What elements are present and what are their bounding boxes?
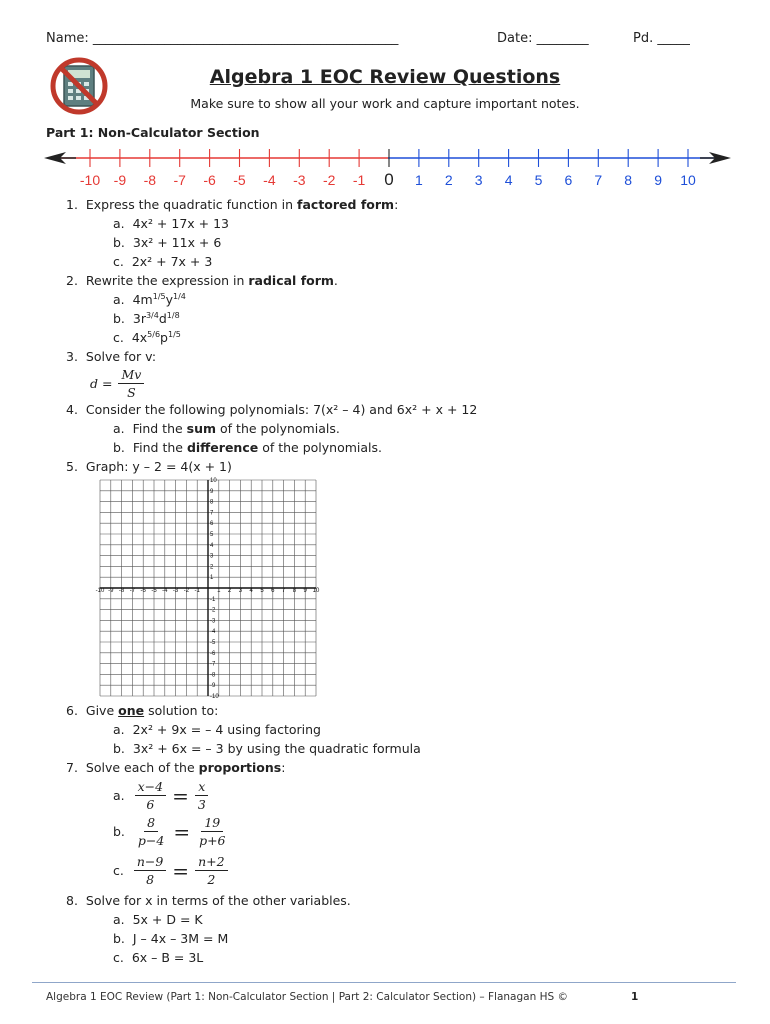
denominator: S <box>127 385 136 400</box>
fraction-right <box>196 814 228 849</box>
grid-x-label: 2 <box>227 588 232 594</box>
question-emphasis: proportions <box>198 760 282 775</box>
question-8c <box>113 950 203 965</box>
grid-y-label: 3 <box>210 553 214 560</box>
grid-x-label: 7 <box>281 588 286 594</box>
grid-y-label: -2 <box>210 607 216 614</box>
exponent: 1/4 <box>173 292 186 301</box>
grid-y-label: 10 <box>210 478 217 484</box>
grid-x-label: -4 <box>162 588 168 594</box>
number-line-label: -3 <box>293 172 306 188</box>
part-text: Find the <box>132 421 187 436</box>
question-8a <box>113 912 203 927</box>
question-text-end: . <box>333 273 338 288</box>
number-line-label: -7 <box>173 172 186 188</box>
number-line-label: -10 <box>79 172 101 188</box>
part-text: J – 4x – 3M = M <box>132 931 229 946</box>
fraction-left <box>135 778 166 813</box>
question-text: Graph: y – 2 = 4(x + 1) <box>85 459 232 474</box>
number-line-label: 9 <box>654 172 662 188</box>
grid-x-label: -8 <box>118 588 125 594</box>
grid-x-label: -10 <box>95 588 105 594</box>
question-4a <box>113 421 340 436</box>
grid-y-label: 1 <box>210 575 214 582</box>
question-6 <box>66 703 218 718</box>
part-letter: c. <box>113 330 124 346</box>
numerator: x <box>195 778 208 796</box>
part-letter: b. <box>113 741 125 756</box>
part-letter: b. <box>113 440 125 455</box>
question-text: Express the quadratic function in <box>85 197 298 212</box>
part-letter: b. <box>113 931 125 946</box>
number-line-label: -9 <box>113 172 127 188</box>
question-2b <box>113 311 180 326</box>
name-field-label: Name: _______________________________________________ <box>46 31 399 46</box>
grid-y-label: -9 <box>210 683 216 690</box>
question-number: 5. <box>66 459 78 474</box>
grid-x-label: -6 <box>140 588 146 594</box>
grid-y-label: -4 <box>210 629 216 636</box>
part-letter: b. <box>113 311 125 327</box>
part-letter: a. <box>113 292 125 308</box>
part-letter: a. <box>113 722 125 737</box>
proportion-a <box>113 778 211 813</box>
question-5 <box>66 459 232 474</box>
part-text: 3x² + 6x = – 3 by using the quadratic formula <box>132 741 421 756</box>
denominator: 6 <box>146 797 155 812</box>
grid-y-label: -5 <box>210 640 216 646</box>
question-emphasis: factored form <box>297 197 395 212</box>
exponent: 1/8 <box>166 311 180 320</box>
part-letter: b. <box>113 824 125 839</box>
number-line-label: 0 <box>384 170 394 189</box>
part-text: 4x² + 17x + 13 <box>132 216 230 231</box>
base: 4x <box>131 330 148 346</box>
number-line-label: -6 <box>203 172 216 188</box>
grid-x-label: -5 <box>151 588 157 594</box>
number-line-label: 8 <box>624 172 633 188</box>
footer-text: Algebra 1 EOC Review (Part 1: Non-Calculator Section | Part 2: Calculator Section) – Flanagan HS © <box>46 991 568 1003</box>
part-text-end: of the polynomials. <box>216 421 340 436</box>
period-field-label: Pd. _____ <box>633 31 690 46</box>
part-letter: a. <box>113 216 125 231</box>
grid-x-label: -9 <box>108 588 114 594</box>
grid-x-label: 5 <box>260 588 264 594</box>
grid-y-label: -1 <box>210 596 216 603</box>
equals-sign: = <box>172 783 189 808</box>
base: 4m <box>132 292 153 308</box>
number-line-label: 2 <box>444 172 453 188</box>
fraction-left <box>135 814 167 849</box>
grid-y-label: 7 <box>210 510 214 517</box>
question-text: Solve for x in terms of the other variables. <box>85 893 351 908</box>
numerator: 8 <box>144 814 158 832</box>
grid-x-label: 1 <box>217 588 221 594</box>
question-3 <box>66 349 156 364</box>
question-6b <box>113 741 421 756</box>
grid-x-label: 8 <box>292 588 297 594</box>
fraction-right <box>195 778 209 813</box>
number-line-label: 1 <box>415 172 423 188</box>
grid-y-label: 8 <box>210 499 214 506</box>
part-text: 6x – B = 3L <box>131 950 204 965</box>
part-text-end: of the polynomials. <box>258 440 382 455</box>
part-emphasis: difference <box>186 440 259 455</box>
grid-x-label: -2 <box>183 588 190 594</box>
question-8 <box>66 893 351 908</box>
fraction-left <box>134 853 166 888</box>
part-text: 3x² + 11x + 6 <box>132 235 222 250</box>
grid-y-label: -7 <box>210 661 216 668</box>
part-emphasis: sum <box>186 421 217 436</box>
question-4 <box>66 402 477 417</box>
base: y <box>165 292 174 308</box>
question-text-end: solution to: <box>144 703 219 718</box>
proportion-b <box>113 814 231 849</box>
grid-y-label: 9 <box>210 488 214 495</box>
question-emphasis: one <box>118 703 145 718</box>
grid-y-label: 4 <box>210 542 214 549</box>
base: d <box>158 311 167 327</box>
exponent: 5/6 <box>147 330 161 339</box>
exponent: 3/4 <box>145 311 159 320</box>
grid-y-label: -10 <box>210 694 219 698</box>
question-number: 4. <box>66 402 78 417</box>
question-1a <box>113 216 229 231</box>
base: 3r <box>132 311 146 327</box>
question-7 <box>66 760 285 775</box>
denominator: 3 <box>197 797 206 812</box>
question-text-end: : <box>394 197 399 212</box>
denominator: p−4 <box>137 833 165 848</box>
grid-y-label: -8 <box>210 672 216 679</box>
question-text: Solve each of the <box>85 760 199 775</box>
question-2c <box>113 330 181 345</box>
question-text: Rewrite the expression in <box>85 273 249 288</box>
question-8b <box>113 931 228 946</box>
numerator: n+2 <box>195 853 227 871</box>
grid-x-label: -3 <box>172 588 179 594</box>
grid-y-label: 6 <box>210 521 214 528</box>
question-2a <box>113 292 186 307</box>
part-letter: c. <box>113 863 124 878</box>
equals-sign: = <box>172 858 190 883</box>
grid-x-label: 3 <box>238 588 243 594</box>
number-line-label: -4 <box>263 172 276 188</box>
grid-x-label: -7 <box>129 588 136 594</box>
grid-y-label: -3 <box>210 618 216 625</box>
grid-x-label: 4 <box>249 588 253 594</box>
part-text: 2x² + 9x = – 4 using factoring <box>132 722 321 737</box>
question-number: 3. <box>66 349 78 364</box>
number-line-label: -1 <box>352 172 366 188</box>
fraction <box>118 366 144 401</box>
question-text: Solve for v: <box>85 349 157 364</box>
question-number: 2. <box>66 273 78 288</box>
number-line-label: -2 <box>322 172 336 188</box>
number-line-label: 10 <box>680 172 696 188</box>
question-emphasis: radical form <box>248 273 334 288</box>
number-line-label: -8 <box>143 172 157 188</box>
part-letter: c. <box>113 254 124 269</box>
grid-x-label: -1 <box>194 588 200 594</box>
number-line <box>40 142 735 192</box>
question-1 <box>66 197 398 212</box>
numerator: n−9 <box>134 853 166 871</box>
question-text: Consider the following polynomials: 7(x² – 4) and 6x² + x + 12 <box>85 402 478 417</box>
part-letter: a. <box>113 788 125 803</box>
part-letter: c. <box>113 950 124 965</box>
part-letter: b. <box>113 235 125 250</box>
numerator: 19 <box>201 814 223 832</box>
number-line-label: -5 <box>233 172 246 188</box>
part-text: Find the <box>132 440 187 455</box>
question-text-end: : <box>281 760 286 775</box>
equals-sign: = <box>173 819 191 844</box>
proportion-c <box>113 853 230 888</box>
question-number: 6. <box>66 703 78 718</box>
question-number: 1. <box>66 197 78 212</box>
grid-x-label: 6 <box>271 588 275 594</box>
number-line-label: 7 <box>594 172 603 188</box>
page-title: Algebra 1 EOC Review Questions <box>209 66 561 88</box>
coordinate-grid <box>88 474 320 698</box>
numerator: Mv <box>118 366 144 384</box>
question-6a <box>113 722 321 737</box>
page-subtitle: Make sure to show all your work and capture important notes. <box>190 96 580 111</box>
grid-x-label: 10 <box>312 588 320 594</box>
fraction-right <box>195 853 227 888</box>
number-line-label: 3 <box>474 172 483 188</box>
number-line-label: 5 <box>534 172 543 188</box>
denominator: 2 <box>207 872 216 887</box>
part-text: 5x + D = K <box>132 912 203 927</box>
question-text: Give <box>85 703 119 718</box>
page-number: 1 <box>631 991 639 1003</box>
question-1c <box>113 254 212 269</box>
question-3-equation <box>90 366 146 401</box>
numerator: x−4 <box>135 778 166 796</box>
grid-x-label: 9 <box>303 588 307 594</box>
denominator: p+6 <box>199 833 226 848</box>
question-4b <box>113 440 382 455</box>
number-line-label: 4 <box>504 172 513 188</box>
question-number: 8. <box>66 893 78 908</box>
footer-divider <box>32 982 736 983</box>
grid-y-label: 5 <box>210 532 214 538</box>
exponent: 1/5 <box>152 292 166 301</box>
question-number: 7. <box>66 760 78 775</box>
part-letter: a. <box>113 912 125 927</box>
grid-y-label: -6 <box>210 650 216 657</box>
denominator: 8 <box>146 872 155 887</box>
part-text: 2x² + 7x + 3 <box>131 254 213 269</box>
part-letter: a. <box>113 421 125 436</box>
base: p <box>160 330 168 346</box>
equation-lhs: d = <box>90 376 113 391</box>
part-heading: Part 1: Non-Calculator Section <box>46 125 260 140</box>
question-1b <box>113 235 221 250</box>
number-line-label: 6 <box>564 172 573 188</box>
date-field-label: Date: ________ <box>497 31 589 46</box>
grid-y-label: 2 <box>210 564 214 571</box>
question-2 <box>66 273 338 288</box>
exponent: 1/5 <box>167 330 181 339</box>
